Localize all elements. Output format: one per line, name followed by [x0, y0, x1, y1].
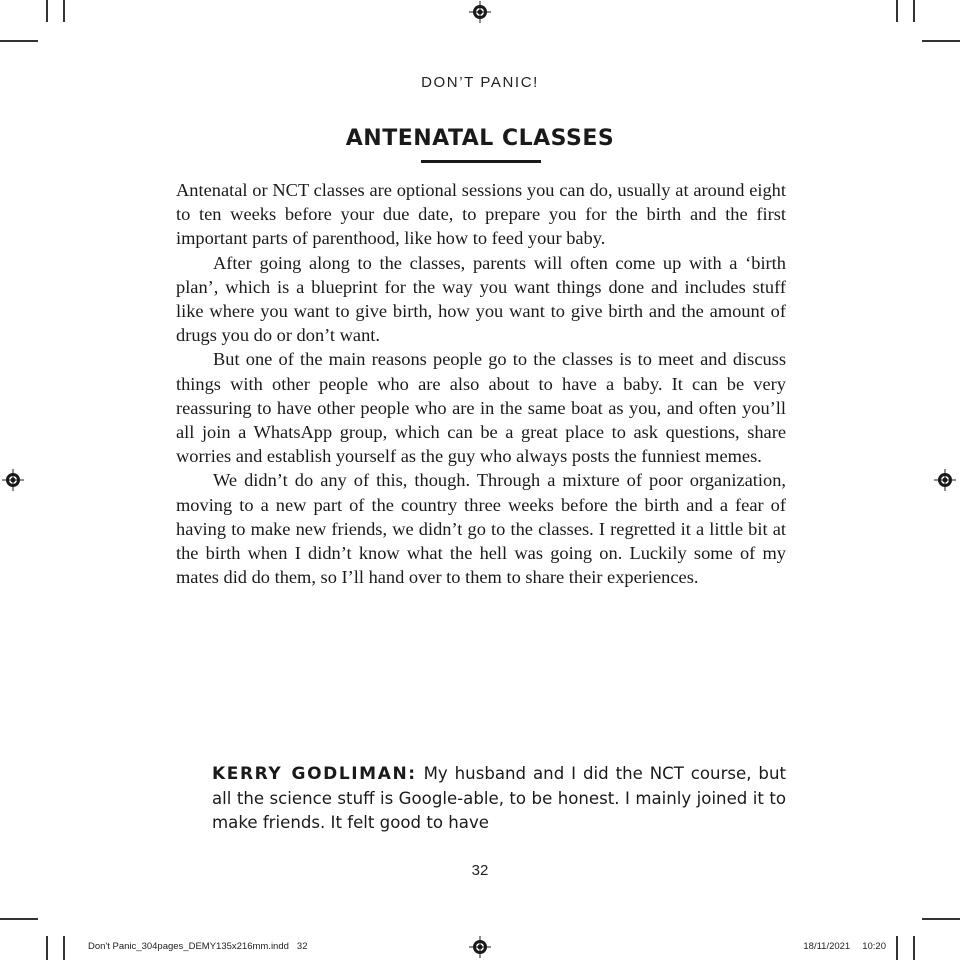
crop-mark-bottom-right-2 [913, 936, 915, 960]
crop-mark-bottom-left-1 [46, 936, 48, 960]
crop-mark-bottom-left-h [0, 918, 38, 920]
crop-mark-top-right-2 [913, 0, 915, 22]
slug-time: 10:20 [862, 941, 886, 952]
paragraph: We didn’t do any of this, though. Through a mixture of poor organization, moving to a new part of the country three weeks before the birth and a fear of having to make new friends, we didn’t go to the classes. I regretted it a little bit at the birth when I didn’t know what the hell was going on. Luckily some of my mates did do them, so I’ll hand over to them to share their experiences. [176, 470, 786, 588]
title-underline [421, 160, 541, 163]
chapter-title: ANTENATAL CLASSES [345, 126, 615, 151]
crop-mark-bottom-right-h [922, 918, 960, 920]
crop-mark-bottom-right-1 [896, 936, 898, 960]
registration-target-icon [934, 469, 956, 491]
slug-timestamp [803, 941, 886, 952]
running-head: DON’T PANIC! [421, 74, 539, 91]
crop-mark-bottom-left-2 [63, 936, 65, 960]
slug-file-info [88, 941, 308, 952]
page-number: 32 [471, 862, 489, 879]
registration-target-icon [469, 936, 491, 958]
crop-mark-top-left-2 [63, 0, 65, 22]
interview-text: My husband and I did the NCT course, but all the science stuff is Google-able, to be honest. I mainly joined it to make friends. It felt good to have [212, 764, 786, 832]
paragraph: Antenatal or NCT classes are optional sessions you can do, usually at around eight to ten weeks before your due date, to prepare you for the birth and the first important parts of parenthood, like how to feed your baby. [176, 180, 786, 249]
slug-page: 32 [296, 941, 308, 952]
crop-mark-top-left-1 [46, 0, 48, 22]
registration-target-icon [469, 1, 491, 23]
interview-quote [212, 762, 786, 836]
slug-date: 18/11/2021 [803, 941, 851, 952]
crop-mark-top-right-h [922, 40, 960, 42]
paragraph: After going along to the classes, parents will often come up with a ‘birth plan’, which is a blueprint for the way you want things done and includes stuff like where you want to give birth, how you want to give birth and the amount of drugs you do or don’t want. [176, 252, 786, 346]
body-text [176, 178, 786, 589]
crop-mark-top-right-1 [896, 0, 898, 22]
registration-target-icon [2, 469, 24, 491]
interview-speaker: KERRY GODLIMAN: [212, 764, 417, 784]
paragraph: But one of the main reasons people go to the classes is to meet and discuss things with other people who are also about to have a baby. It can be very reassuring to have other people who are in the same boat as you, and often you’ll all join a WhatsApp group, which can be a great place to ask questions, share worries and establish yourself as the guy who always posts the funniest memes. [176, 349, 786, 467]
crop-mark-top-left-h [0, 40, 38, 42]
slug-filename: Don't Panic_304pages_DEMY135x216mm.indd [88, 941, 289, 952]
